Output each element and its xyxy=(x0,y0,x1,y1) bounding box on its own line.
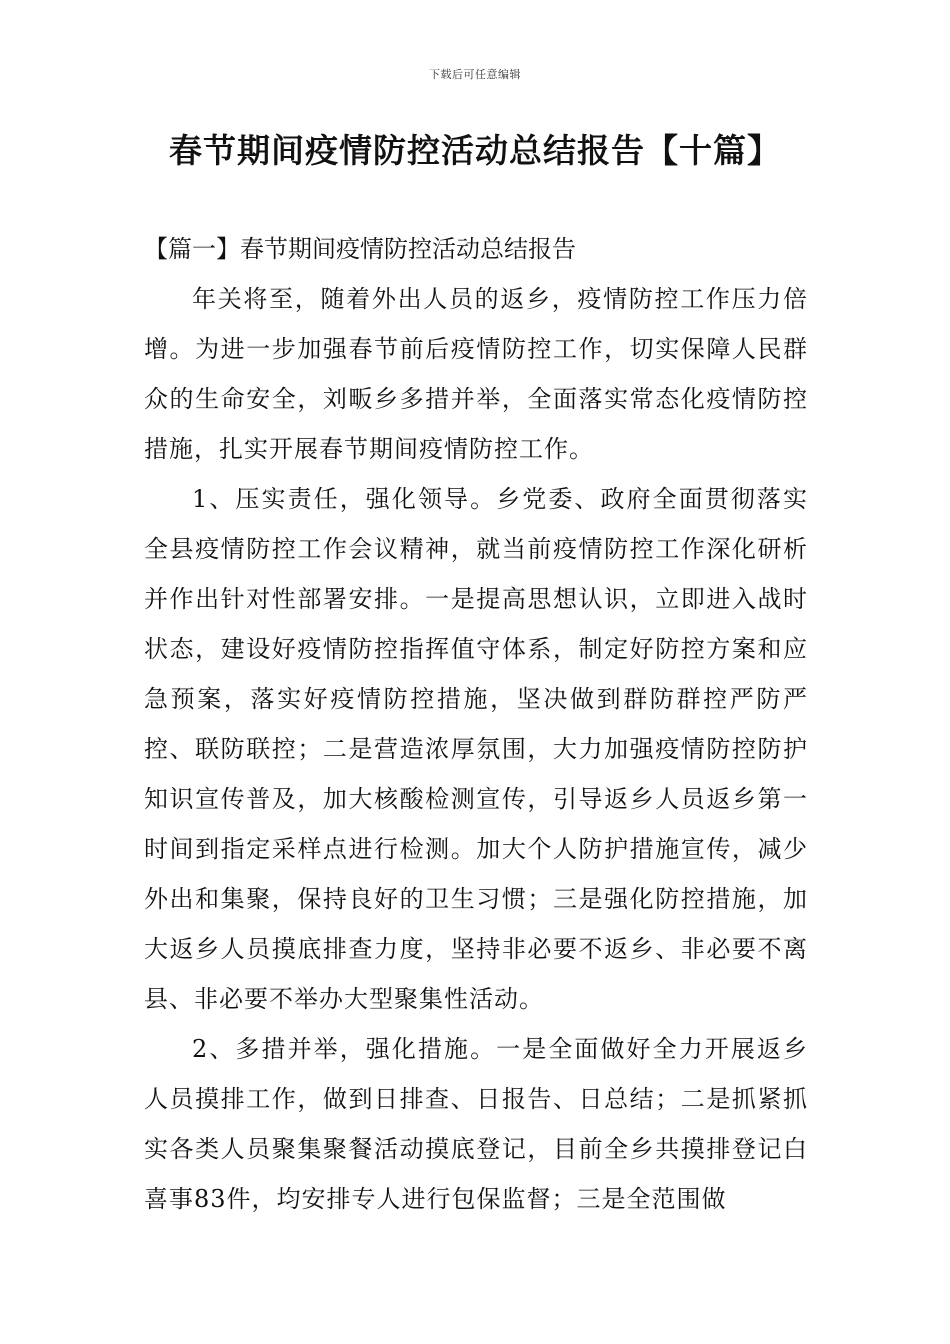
document-title: 春节期间疫情防控活动总结报告【十篇】 xyxy=(169,131,781,170)
paragraph-item-1: 1、压实责任，强化领导。乡党委、政府全面贯彻落实全县疫情防控工作会议精神，就当前疫情防控工作深化研析并作出针对性部署安排。一是提高思想认识，立即进入战时状态，建设好疫情防控指挥值守体系，制定好防控方案和应急预案，落实好疫情防控措施，坚决做到群防群控严防严控、联防联控；二是营造浓厚氛围，大力加强疫情防控防护知识宣传普及，加大核酸检测宣传，引导返乡人员返乡第一时间到指定采样点进行检测。加大个人防护措施宣传，减少外出和集聚，保持良好的卫生习惯；三是强化防控措施，加大返乡人员摸底排查力度，坚持非必要不返乡、非必要不离县、非必要不举办大型聚集性活动。 xyxy=(144,485,808,1013)
section-heading: 【篇一】春节期间疫情防控活动总结报告 xyxy=(144,235,576,263)
paragraph-item-2: 2、多措并举，强化措施。一是全面做好全力开展返乡人员摸排工作，做到日排查、日报告、日总结；二是抓紧抓实各类人员聚集聚餐活动摸底登记，目前全乡共摸排登记白喜事83件，均安排专人进行包保监督；三是全范围做 xyxy=(144,1035,808,1213)
header-note: 下载后可任意编辑 xyxy=(429,68,521,81)
paragraph-intro: 年关将至，随着外出人员的返乡，疫情防控工作压力倍增。为进一步加强春节前后疫情防控工作，切实保障人民群众的生命安全，刘畈乡多措并举，全面落实常态化疫情防控措施，扎实开展春节期间疫情防控工作。 xyxy=(144,285,808,463)
document-body xyxy=(144,224,808,1224)
